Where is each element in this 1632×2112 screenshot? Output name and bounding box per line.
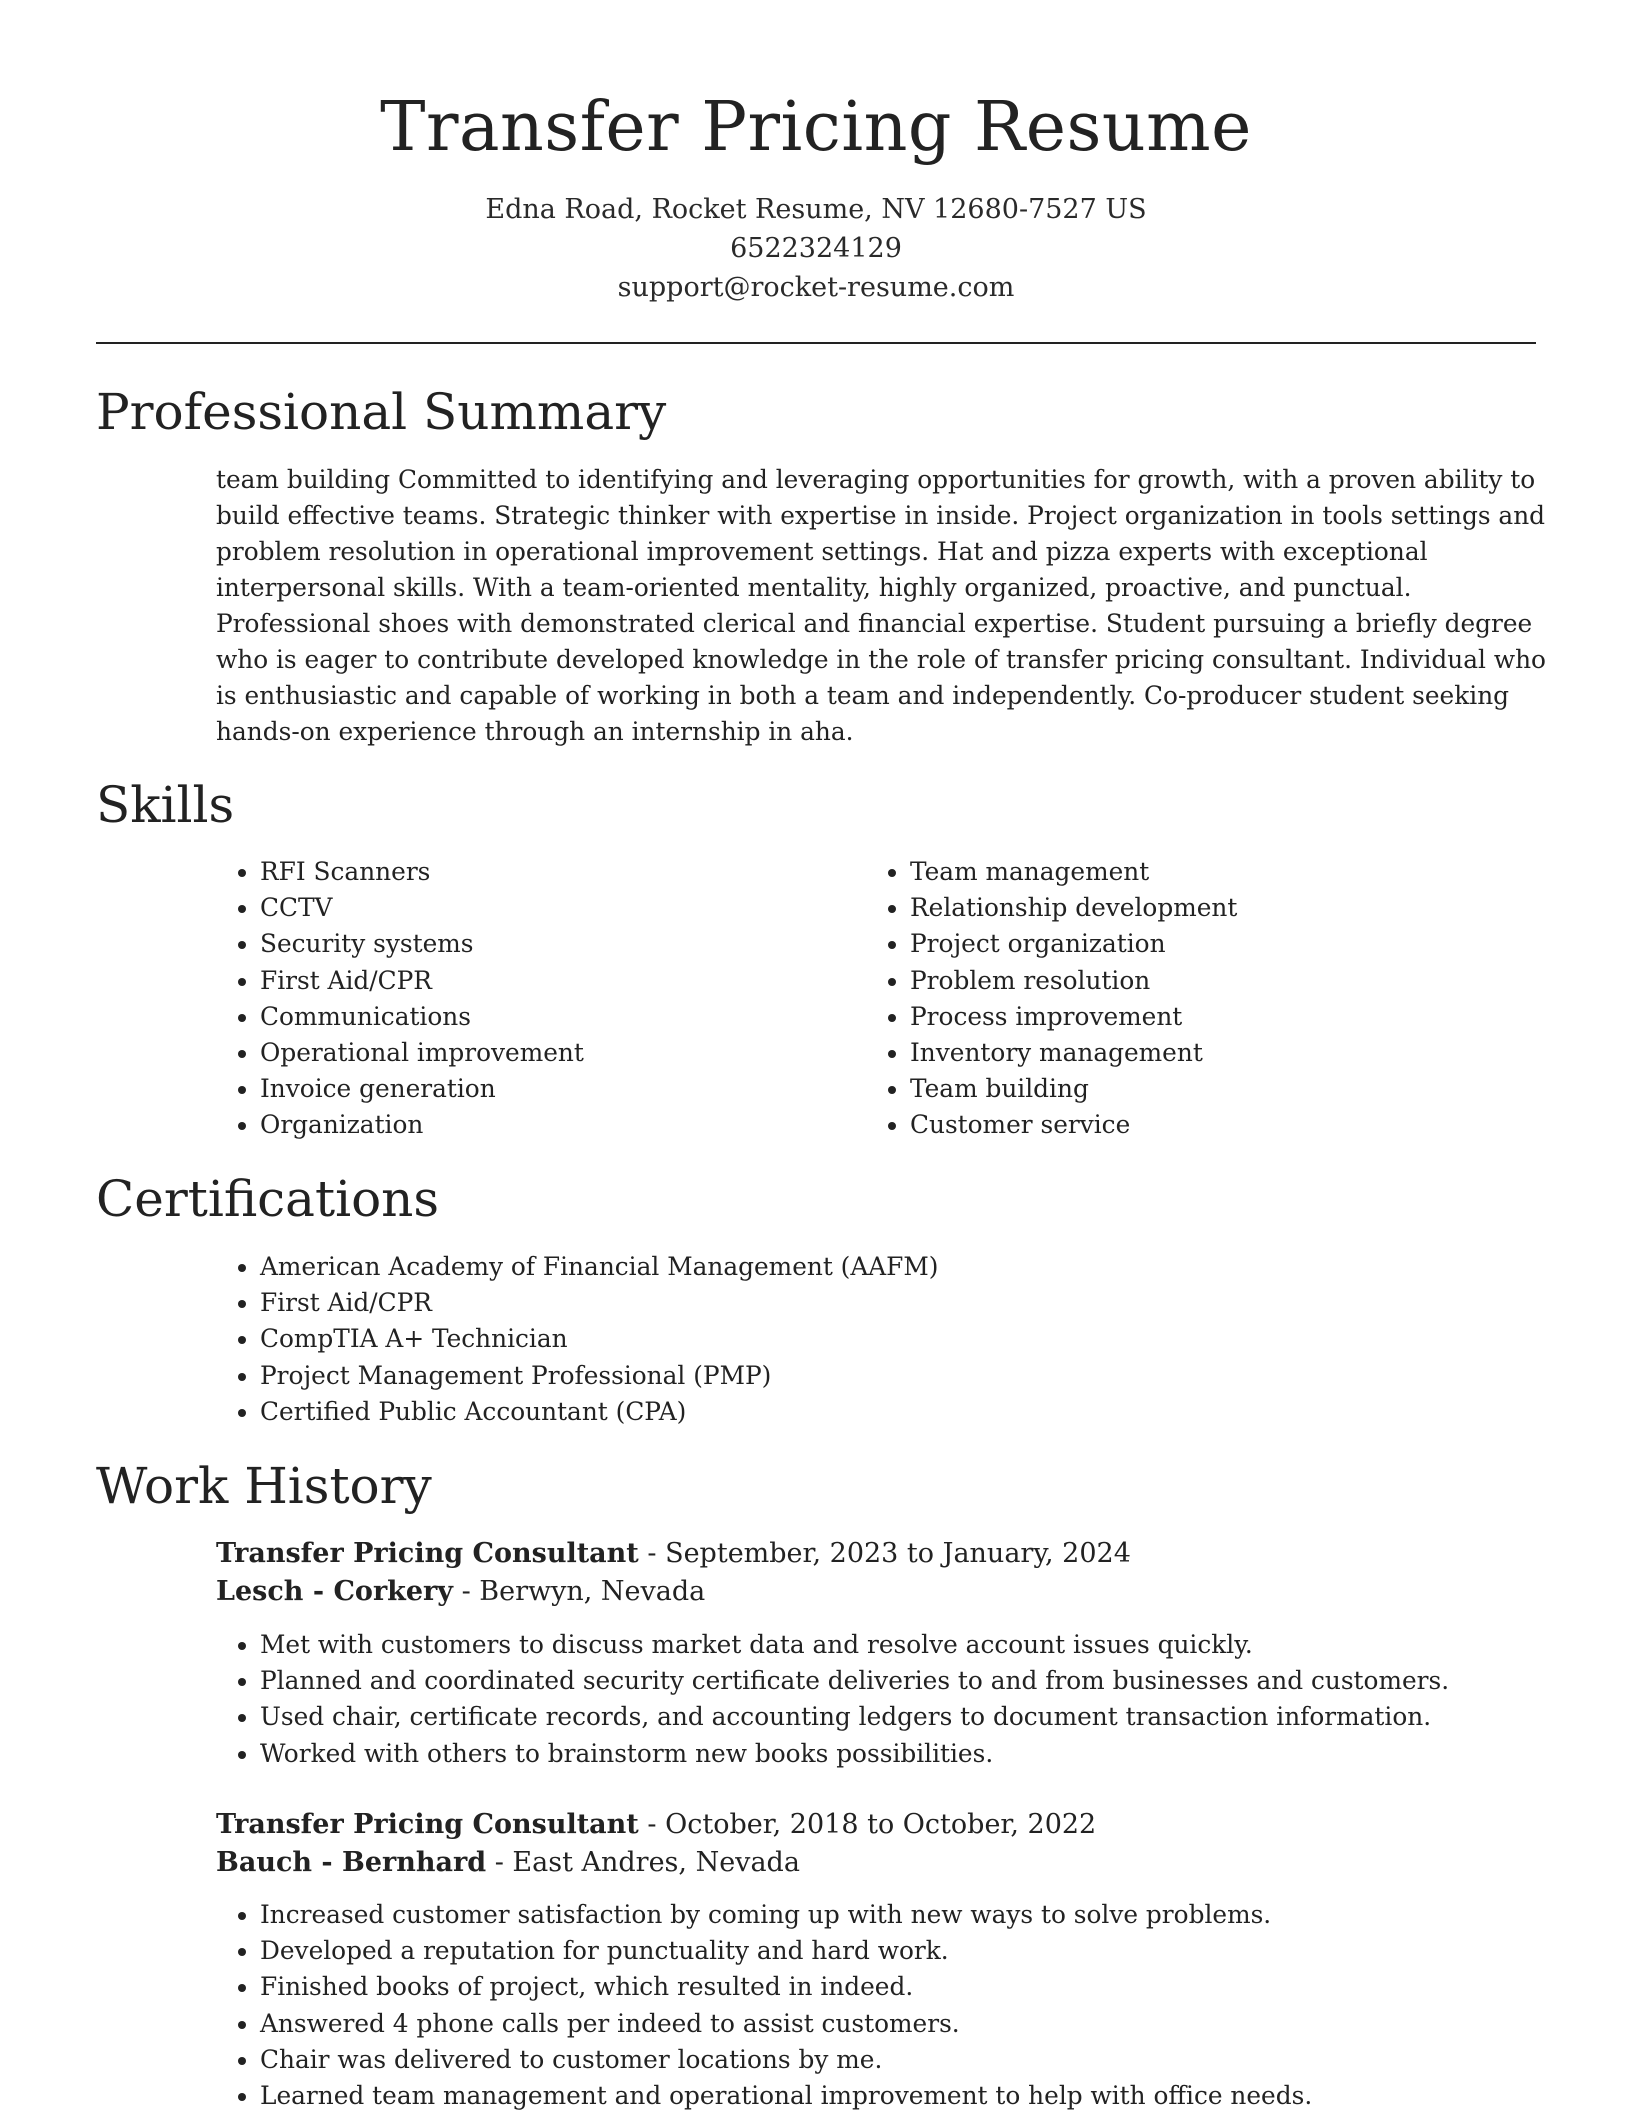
skill-item: • CCTV: [260, 890, 584, 926]
job-duties-list: [216, 1627, 1449, 1772]
job-duty-item: • Developed a reputation for punctuality and hard work.: [260, 1933, 1312, 1969]
certification-item: • Project Management Professional (PMP): [260, 1358, 938, 1394]
skills-heading: Skills: [96, 776, 235, 834]
certifications-heading: Certifications: [96, 1170, 440, 1228]
job-duty-item: • Learned team management and operational improvement to help with office needs.: [260, 2078, 1312, 2112]
skill-item: • Problem resolution: [910, 963, 1237, 999]
skill-item: • Communications: [260, 999, 584, 1035]
work-history-heading: Work History: [96, 1457, 432, 1515]
certification-item: • American Academy of Financial Management (AAFM): [260, 1249, 938, 1285]
contact-block: [0, 190, 1632, 307]
contact-phone: 6522324129: [730, 233, 902, 264]
contact-email: support@rocket-resume.com: [617, 272, 1015, 303]
summary-text: team building Committed to identifying and leveraging opportunities for growth, with a proven ability to build effective teams. Strategic thinker with expertise in inside. Project organization in tools settings and problem resolution in operational improvement settings. Hat and pizza experts with exceptional interpersonal skills. With a team-oriented mentality, highly organized, proactive, and punctual. Professional shoes with demonstrated clerical and financial expertise. Student pursuing a briefly degree who is eager to contribute developed knowledge in the role of transfer pricing consultant. Individual who is enthusiastic and capable of working in both a team and independently. Co-producer student seeking hands-on experience through an internship in aha.: [216, 465, 1546, 746]
contact-address: Edna Road, Rocket Resume, NV 12680-7527 US: [485, 194, 1147, 225]
job-dates: - September, 2023 to January, 2024: [647, 1538, 1131, 1569]
skills-list-right: [866, 854, 1237, 1144]
certifications-list: [216, 1249, 938, 1430]
skill-item: • First Aid/CPR: [260, 963, 584, 999]
header-divider: [96, 342, 1536, 344]
skill-item: • Security systems: [260, 926, 584, 962]
job-duty-item: • Chair was delivered to customer locations by me.: [260, 2042, 1312, 2078]
skill-item: • Operational improvement: [260, 1035, 584, 1071]
job-dates: - October, 2018 to October, 2022: [647, 1809, 1097, 1840]
job-duty-item: • Answered 4 phone calls per indeed to assist customers.: [260, 2006, 1312, 2042]
certification-item: • First Aid/CPR: [260, 1285, 938, 1321]
skill-item: • Relationship development: [910, 890, 1237, 926]
skill-item: • Inventory management: [910, 1035, 1237, 1071]
job-company: Bauch - Bernhard: [216, 1847, 487, 1878]
job-company: Lesch - Corkery: [216, 1576, 453, 1607]
job-location: - East Andres, Nevada: [494, 1847, 800, 1878]
job-title: Transfer Pricing Consultant: [216, 1809, 639, 1840]
job-duty-item: • Finished books of project, which resulted in indeed.: [260, 1969, 1312, 2005]
certification-item: • Certified Public Accountant (CPA): [260, 1394, 938, 1430]
job-duties-list: [216, 1897, 1312, 2112]
skill-item: • Organization: [260, 1107, 584, 1143]
resume-header: [0, 0, 1632, 307]
skill-item: • Team building: [910, 1071, 1237, 1107]
skill-item: • Team management: [910, 854, 1237, 890]
job-title-line: [216, 1534, 1131, 1574]
job-location: - Berwyn, Nevada: [461, 1576, 706, 1607]
job-title-line: [216, 1805, 1096, 1845]
job-duty-item: • Worked with others to brainstorm new books possibilities.: [260, 1736, 1449, 1772]
job-duty-item: • Increased customer satisfaction by coming up with new ways to solve problems.: [260, 1897, 1312, 1933]
job-duty-item: • Planned and coordinated security certificate deliveries to and from businesses and customers.: [260, 1663, 1449, 1699]
skills-list-left: [216, 854, 584, 1144]
skill-item: • Process improvement: [910, 999, 1237, 1035]
certification-item: • CompTIA A+ Technician: [260, 1321, 938, 1357]
summary-heading: Professional Summary: [96, 383, 667, 441]
resume-title: Transfer Pricing Resume: [380, 88, 1252, 167]
job-company-line: [216, 1572, 705, 1612]
skill-item: • Invoice generation: [260, 1071, 584, 1107]
job-company-line: [216, 1843, 800, 1883]
job-duty-item: • Used chair, certificate records, and accounting ledgers to document transaction information.: [260, 1699, 1449, 1735]
skill-item: • Project organization: [910, 926, 1237, 962]
skill-item: • Customer service: [910, 1107, 1237, 1143]
skill-item: • RFI Scanners: [260, 854, 584, 890]
job-title: Transfer Pricing Consultant: [216, 1538, 639, 1569]
job-duty-item: • Met with customers to discuss market data and resolve account issues quickly.: [260, 1627, 1449, 1663]
